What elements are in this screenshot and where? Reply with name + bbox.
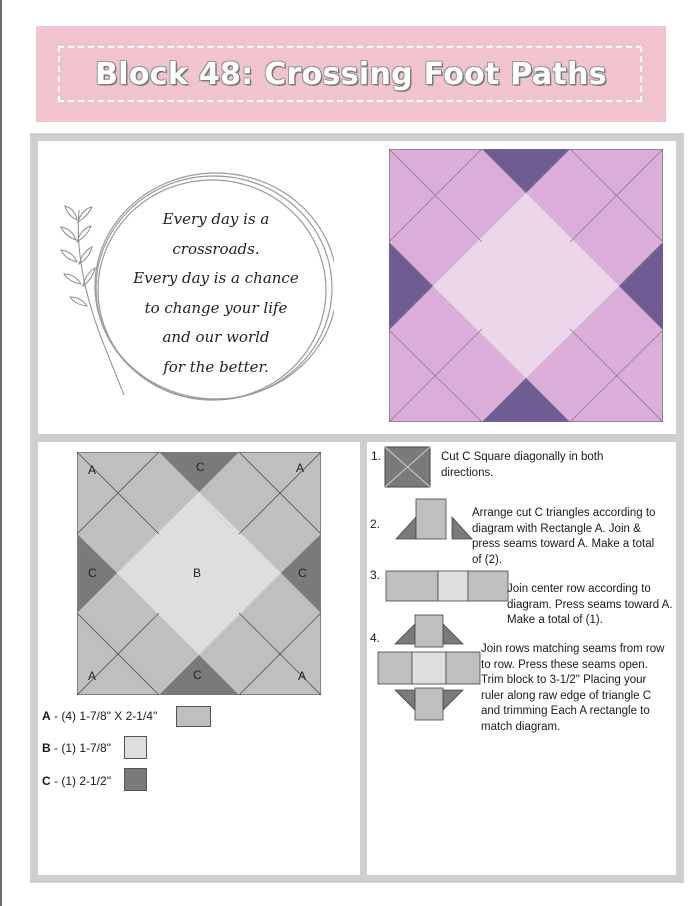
swatch-c [124,768,147,791]
diagram-label-b: B [193,566,202,580]
swatch-a [176,706,211,727]
step-line: directions. [441,466,494,479]
step-3-center-row-icon [385,570,509,602]
step-line: press seams toward A. Make a total [472,538,655,550]
step-4-number: 4. [370,631,381,645]
step-2-number: 2. [370,517,381,531]
diagram-label-c: C [298,566,307,580]
diagram-label-c: C [193,668,202,682]
step-4-assembly-icon [377,614,481,722]
step-line: diagram. Press seams toward A. [507,598,673,611]
diagram-label-a: A [298,669,307,683]
step-line: ruler along raw edge of triangle C [481,689,652,702]
step-1-cut-square-icon [384,446,431,488]
quote-line: crossroads. [172,239,260,258]
quote-line: Every day is a chance [133,269,299,287]
title-banner [36,26,666,122]
step-line: Arrange cut C triangles according to [472,507,656,519]
legend-item-b [42,741,111,755]
legend-code: B [42,741,51,755]
swatch-b [124,736,147,759]
step-2-text [472,506,655,568]
step-line: Join rows matching seams from row [481,643,665,655]
diagram-label-c: C [196,460,205,474]
quote-line: and our world [162,328,270,346]
quote-line: for the better. [163,357,269,376]
finished-block-color-illustration [389,149,663,422]
legend-text: - (1) 1-7/8" [50,741,111,755]
step-4-text [481,642,664,735]
step-1-text [441,450,603,481]
quote-text [126,205,306,382]
diagram-label-c: C [88,566,97,580]
step-line: to row. Press these seams open. [481,658,648,671]
quote-line: Every day is a [162,210,270,228]
leaf-sprig-icon [61,206,124,395]
diagram-label-a: A [88,463,97,477]
legend-item-a [42,709,157,723]
step-2-unit-icon [394,498,474,540]
legend-item-c [42,774,111,788]
step-line: Join center row according to [507,583,651,595]
legend-code: A [42,709,51,723]
page-edge-line [0,0,2,906]
step-line: Trim block to 3-1/2" Placing your [481,674,647,686]
step-line: match diagram. [481,720,561,733]
step-line: of (2). [472,553,503,566]
step-3-number: 3. [370,568,381,582]
step-3-text [507,582,673,629]
step-line: diagram with Rectangle A. Join & [472,522,641,535]
diagram-label-a: A [88,669,97,683]
step-line: Make a total of (1). [507,614,603,626]
step-1-number: 1. [371,449,382,463]
legend-code: C [42,774,51,788]
page-title: Block 48: Crossing Foot Paths [95,56,607,92]
diagram-label-a: A [296,461,305,475]
step-line: and trimming Each A rectangle to [481,705,650,717]
legend-text: - (4) 1-7/8" X 2-1/4" [50,709,158,723]
legend-text: - (1) 2-1/2" [50,774,111,788]
quote-line: to change your life [144,298,288,317]
step-line: Cut C Square diagonally in both [441,451,604,463]
